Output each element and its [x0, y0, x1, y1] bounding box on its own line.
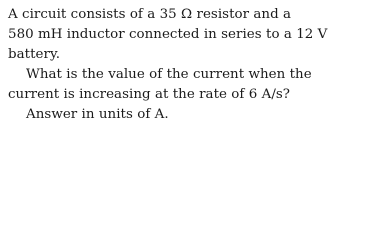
question-line-2: current is increasing at the rate of 6 A/s?: [8, 87, 291, 102]
problem-line-1: A circuit consists of a 35 Ω resistor and a: [8, 7, 292, 22]
question-line-1: What is the value of the current when the: [26, 67, 312, 82]
problem-line-3: battery.: [8, 47, 61, 62]
answer-units-instruction: Answer in units of A.: [26, 107, 169, 122]
problem-line-2: 580 mH inductor connected in series to a 12 V: [8, 27, 328, 42]
